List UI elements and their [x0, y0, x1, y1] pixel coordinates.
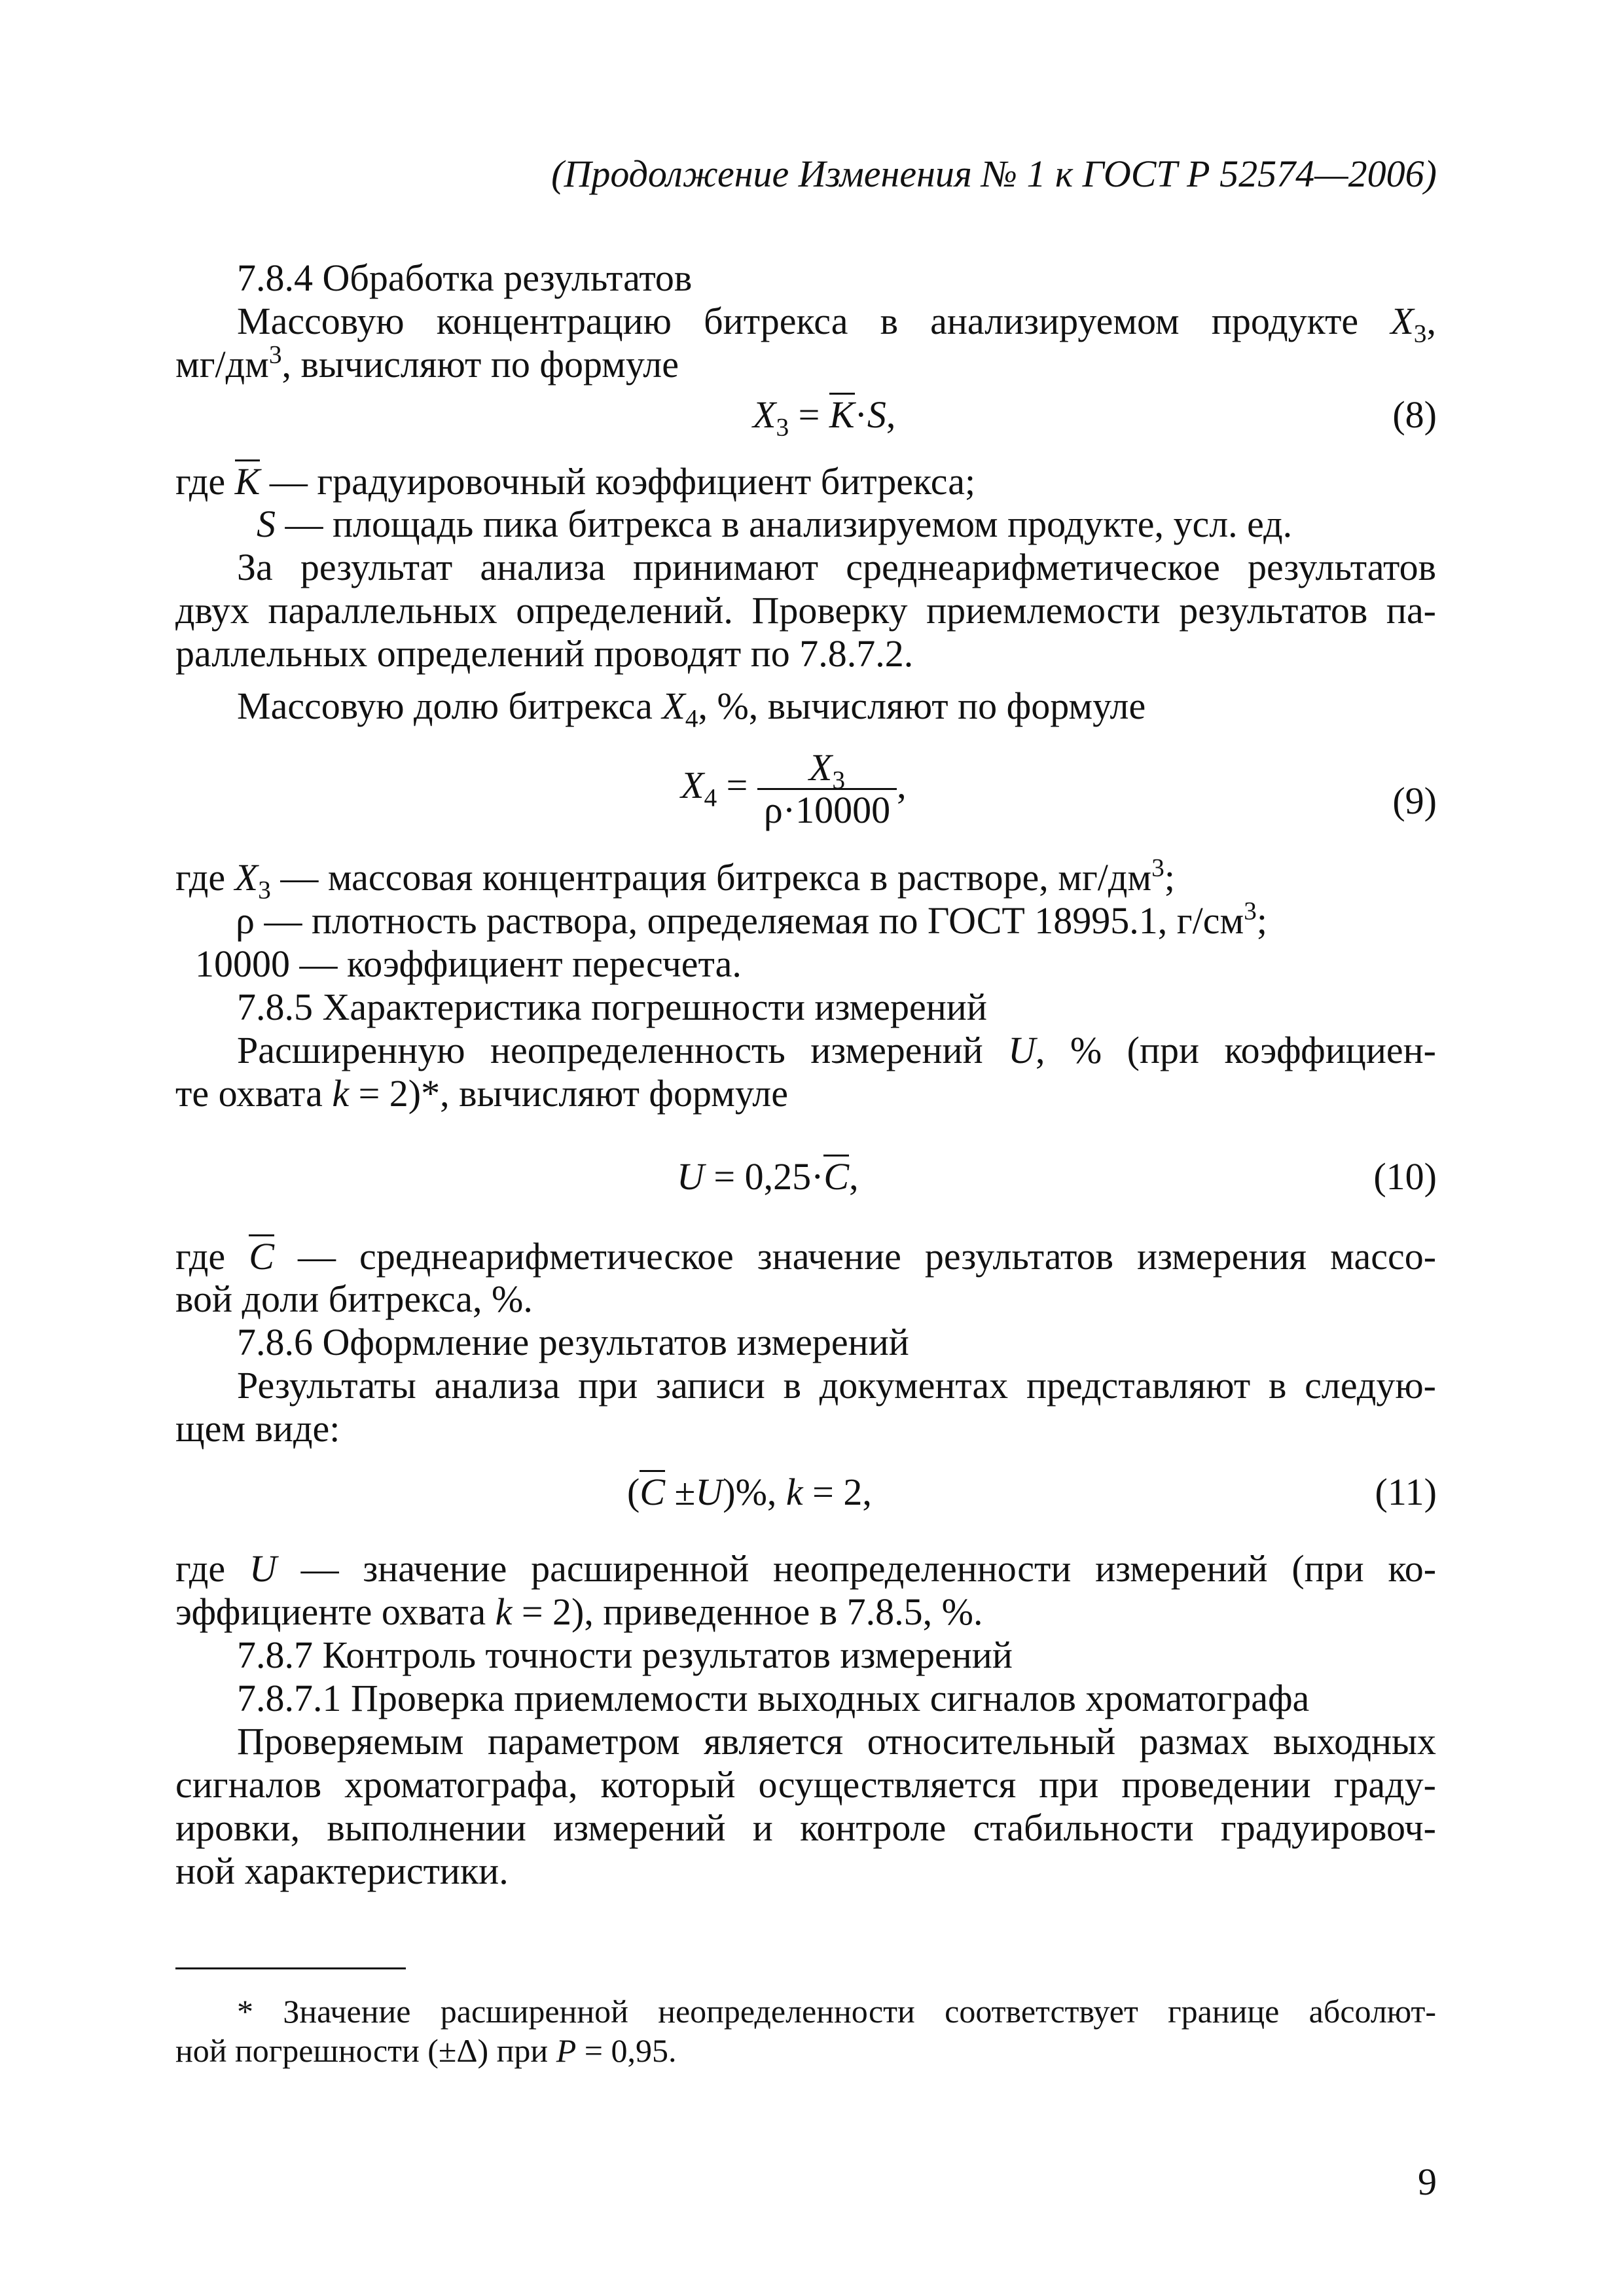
where-line: где K — градуировочный коэффициент битрекса; [175, 460, 976, 503]
footnote-line: ной погрешности (±Δ) при P = 0,95. [175, 2032, 677, 2069]
paragraph-line: За результат анализа принимают среднеарифметическое результатов [237, 546, 1436, 588]
paragraph-line: двух параллельных определений. Проверку приемлемости результатов па- [175, 589, 1436, 632]
equation-number-9: (9) [1392, 780, 1437, 822]
paragraph-line: сигналов хроматографа, который осуществляется при проведении граду- [175, 1763, 1436, 1806]
formula-8: $X_3 = K\cdot S$, [753, 393, 896, 442]
section-heading-7-8-4: 7.8.4 Обработка результатов [237, 257, 693, 299]
where-line: где C — среднеарифметическое значение результатов измерения массо- [175, 1235, 1437, 1278]
paragraph-line: Результаты анализа при записи в документах представляют в следую- [237, 1364, 1436, 1407]
where-line: вой доли битрекса, %. [175, 1278, 533, 1320]
where-line: где $X_3$ — массовая концентрация битрекса в растворе, $мг/дм^3$; [175, 853, 1175, 905]
paragraph-line: Массовую концентрацию битрекса в анализируемом продукте $X_3$, [237, 300, 1436, 348]
paragraph-line: Расширенную неопределенность измерений U, % (при коэффициен- [237, 1029, 1436, 1071]
paragraph-line: щем виде: [175, 1407, 340, 1450]
where-line: 10000 — коэффициент пересчета. [195, 942, 742, 985]
where-line: ρ — плотность раствора, определяемая по ГОСТ 18995.1, $г/см^3$; [236, 896, 1267, 942]
running-header: (Продолжение Изменения № 1 к ГОСТ Р 52574—2006) [551, 152, 1437, 195]
fraction: $\frac{X_3}{\rho\cdot 10000}$ [757, 747, 897, 831]
paragraph-line: Массовую долю битрекса $X_4$, %, вычисляют по формуле [237, 685, 1146, 733]
where-line: S — площадь пика битрекса в анализируемом продукте, усл. ед. [257, 503, 1293, 545]
equation-number-8: (8) [1392, 393, 1437, 436]
paragraph-line: те охвата k = 2)*, вычисляют формуле [175, 1072, 788, 1115]
section-heading-7-8-7-1: 7.8.7.1 Проверка приемлемости выходных сигналов хроматографа [237, 1677, 1310, 1719]
paragraph-line: ировки, выполнении измерений и контроле стабильности градуировоч- [175, 1806, 1436, 1849]
where-line: эффициенте охвата k = 2), приведенное в 7.8.5, %. [175, 1590, 983, 1633]
footnote-line: * Значение расширенной неопределенности соответствует границе абсолют- [237, 1993, 1436, 2030]
section-heading-7-8-5: 7.8.5 Характеристика погрешности измерений [237, 986, 987, 1028]
formula-9: $X_4$ = $\frac{X_3}{\rho\cdot 10000}$ , [681, 746, 907, 831]
equation-number-10: (10) [1373, 1155, 1437, 1198]
where-line: где U — значение расширенной неопределенности измерений (при ко- [175, 1547, 1437, 1590]
section-heading-7-8-6: 7.8.6 Оформление результатов измерений [237, 1321, 909, 1363]
paragraph-line: Проверяемым параметром является относительный размах выходных [237, 1720, 1436, 1763]
page-number: 9 [1418, 2161, 1437, 2203]
formula-10: U = 0,25·C, [677, 1155, 859, 1198]
equation-number-11: (11) [1375, 1471, 1437, 1513]
section-heading-7-8-7: 7.8.7 Контроль точности результатов измерений [237, 1634, 1013, 1676]
paragraph-line: $мг/дм^3$, вычисляют по формуле [175, 340, 679, 386]
formula-11: (C ±U)%, k = 2, [627, 1471, 872, 1513]
footnote-rule [175, 1967, 406, 1969]
paragraph-line: раллельных определений проводят по 7.8.7.2. [175, 632, 914, 675]
paragraph-line: ной характеристики. [175, 1850, 509, 1892]
